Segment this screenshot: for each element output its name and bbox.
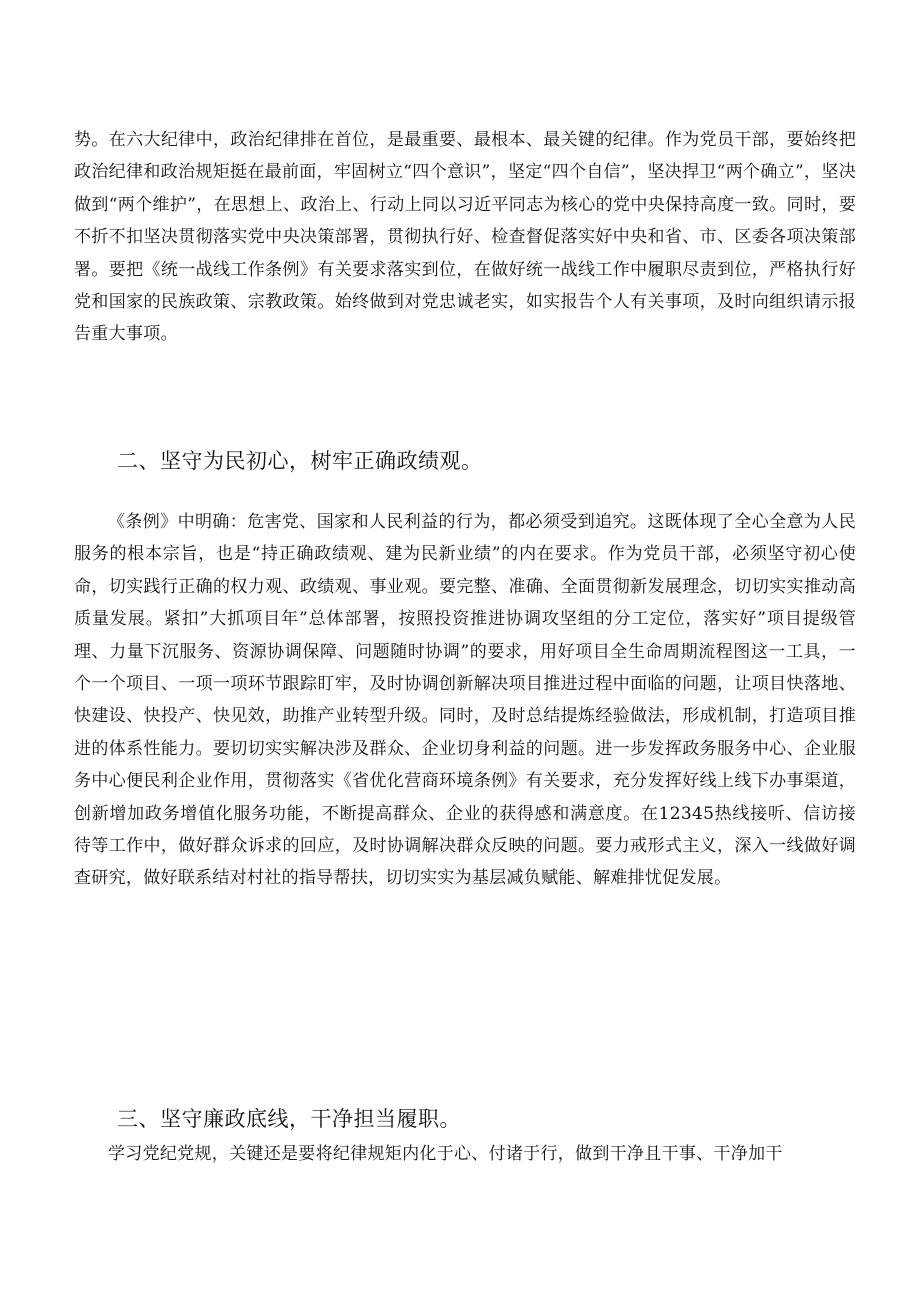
- body-paragraph-people-first: 《条例》中明确：危害党、国家和人民利益的行为，都必须受到追究。这既体现了全心全意为人民服务的根本宗旨，也是“持正确政绩观、建为民新业绩”的内在要求。作为党员干部，必须坚守初心使命，切实践行正确的权力观、政绩观、事业观。要完整、准确、全面贯彻新发展理念，切切实实推动高质量发展。紧扣”大抓项目年”总体部署，按照投资推进协调攻坚组的分工定位，落实好”项目提级管理、力量下沉服务、资源协调保障、问题随时协调”的要求，用好项目全生命周期流程图这一工具，一个一个项目、一项一项环节跟踪盯牢，及时协调创新解决项目推进过程中面临的问题，让项目快落地、快建设、快投产、快见效，助推产业转型升级。同时，及时总结提炼经验做法，形成机制，打造项目推进的体系性能力。要切切实实解决涉及群众、企业切身利益的问题。进一步发挥政务服务中心、企业服务中心便民利企业作用，贯彻落实《省优化营商环境条例》有关要求，充分发挥好线上线下办事渠道，创新增加政务增值化服务功能，不断提高群众、企业的获得感和满意度。在12345热线接听、信访接待等工作中，做好群众诉求的回应，及时协调解决群众反映的问题。要力戒形式主义，深入一线做好调查研究，做好联系结对村社的指导帮扶，切切实实为基层减负赋能、解难排忧促发展。: [74, 512, 856, 889]
- section-heading-3: 三、坚守廉政底线，干净担当履职。: [117, 1107, 461, 1131]
- section-heading-2: 二、坚守为民初心，树牢正确政绩观。: [117, 449, 483, 473]
- body-paragraph-integrity: 学习党纪党规，关键还是要将纪律规矩内化于心、付诸于行，做到干净且干事、干净加干: [108, 1144, 783, 1164]
- body-paragraph-political-discipline: 势。在六大纪律中，政治纪律排在首位，是最重要、最根本、最关键的纪律。作为党员干部，要始终把政治纪律和政治规矩挺在最前面，牢固树立“四个意识”，坚定“四个自信”，坚决捍卫“两个确立”，坚决做到“两个维护”，在思想上、政治上、行动上同以习近平同志为核心的党中央保持高度一致。同时，要不折不扣坚决贯彻落实党中央决策部署，贯彻执行好、检查督促落实好中央和省、市、区委各项决策部署。要把《统一战线工作条例》有关要求落实到位，在做好统一战线工作中履职尽责到位，严格执行好党和国家的民族政策、宗教政策。始终做到对党忠诚老实，如实报告个人有关事项，及时向组织请示报告重大事项。: [74, 130, 856, 345]
